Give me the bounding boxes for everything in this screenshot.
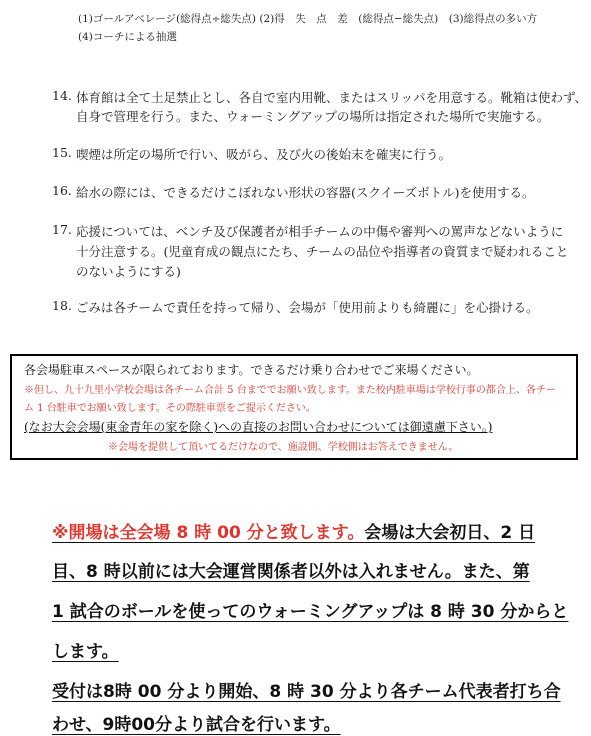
- announcement-line1: [52, 518, 535, 543]
- parking-notice-line2: ※但し、九十九里小学校会場は各チーム合計 5 台まででお願い致します。また校内駐車場は学校行事の都合上、各チー: [24, 385, 556, 396]
- rule-15-text: 喫煙は所定の場所で行い、吸がら、及び火の後始末を確実に行う。: [76, 147, 452, 162]
- tiebreak-criteria-line1: (1)ゴールアベレージ(総得点÷総失点) (2)得 失 点 差 (総得点−総失点) (3)総得点の多い方: [78, 13, 538, 25]
- opening-time-notice: ※開場は全会場 8 時 00 分と致します。: [52, 523, 365, 543]
- rule-16-number: 16.: [52, 183, 72, 198]
- announcement-line2: 目、8 時以前には大会運営関係者以外は入れません。また、第: [52, 562, 530, 582]
- parking-notice-line5: ※会場を提供して頂いてるだけなので、施設側、学校側はお答えできません。: [108, 442, 459, 453]
- parking-notice-line4: (なお大会会場(東金青年の家を除く)への直接のお問い合わせについては御遠慮下さい。): [24, 420, 493, 434]
- rule-18-text: ごみは各チームで責任を持って帰り、会場が「使用前よりも綺麗に」を心掛ける。: [76, 300, 539, 315]
- rule-14-text-line2: 自身で管理を行う。また、ウォーミングアップの場所は指定された場所で実施する。: [76, 109, 550, 124]
- parking-notice-line1: 各会場駐車スペースが限られております。できるだけ乗り合わせでご来場ください。: [24, 363, 479, 377]
- rule-17-text-line2: 十分注意する。(児童育成の観点にたち、チームの品位や指導者の資質まで疑われること: [76, 244, 569, 259]
- rule-17-text-line3: のないようにする): [76, 264, 181, 279]
- rule-17-number: 17.: [52, 222, 72, 237]
- rule-14-number: 14.: [52, 88, 72, 103]
- announcement-line1-rest: 会場は大会初日、2 日: [364, 523, 536, 543]
- parking-notice-line3: ム 1 台駐車でお願い致します。その際駐車票をご提示ください。: [24, 403, 316, 414]
- tiebreak-criteria-line2: (4)コーチによる抽選: [78, 31, 177, 43]
- parking-notice-box: [10, 354, 578, 460]
- rule-15-number: 15.: [52, 145, 72, 160]
- announcement-line3: 1 試合のボールを使ってのウォーミングアップは 8 時 30 分からと: [52, 602, 569, 622]
- announcement-line5: 受付は8時 00 分より開始、8 時 30 分より各チーム代表者打ち合: [52, 682, 561, 702]
- rule-17-text-line1: 応援については、ベンチ及び保護者が相手チームの中傷や審判への罵声などないように: [76, 224, 564, 239]
- rule-18-number: 18.: [52, 298, 72, 313]
- announcement-line4: します。: [52, 642, 119, 662]
- rule-14-text-line1: 体育館は全て土足禁止とし、各自で室内用靴、またはスリッパを用意する。靴箱は使わず、: [76, 90, 588, 105]
- rule-16-text: 給水の際には、できるだけこぼれない形状の容器(スクイーズボトル)を使用する。: [76, 185, 535, 200]
- announcement-line6: わせ、9時00分より試合を行います。: [52, 715, 341, 735]
